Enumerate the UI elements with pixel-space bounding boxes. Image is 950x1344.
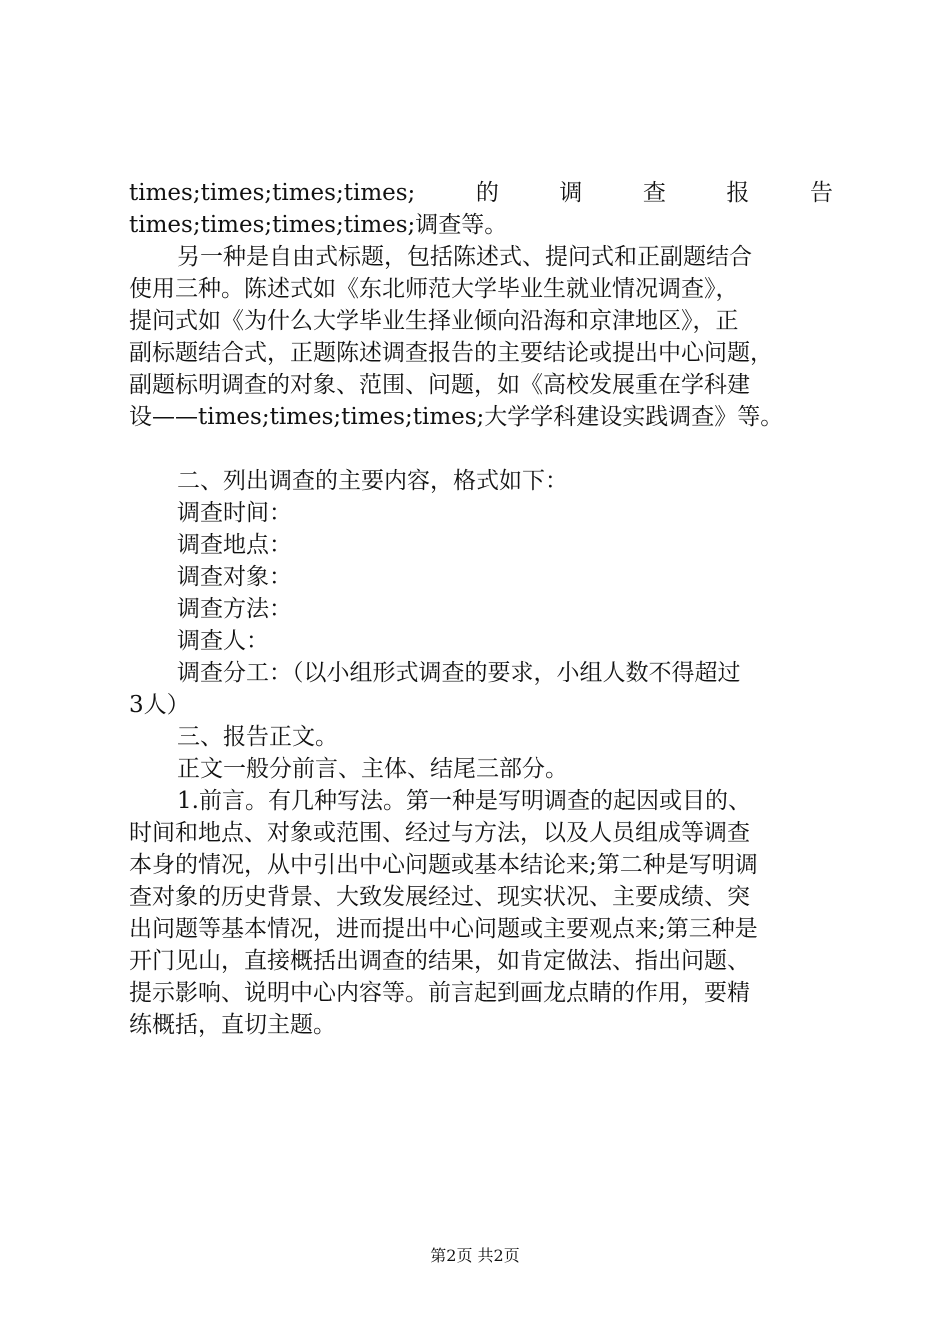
page-number-footer: 第2页 共2页 [430,1246,520,1265]
text-line-2: times;times;times;times;调查等。 [129,212,508,238]
text-line-8: 设——times;times;times;times;大学学科建设实践调查》等。 [129,404,784,430]
survey-time-label: 调查时间： [177,500,292,526]
division-of-work-label: 调查分工：（以小组形式调查的要求，小组人数不得超过 [177,660,741,686]
text-line-23: 出问题等基本情况，进而提出中心问题或主要观点来;第三种是 [129,916,758,942]
text-line-24: 开门见山，直接概括出调查的结果，如肯定做法、指出问题、 [129,948,750,974]
survey-subject-label: 调查对象： [177,564,292,590]
text-line-26: 练概括，直切主题。 [129,1012,336,1038]
text-line-19: 1.前言。有几种写法。第一种是写明调查的起因或目的、 [177,788,751,814]
text-line-3: 另一种是自由式标题，包括陈述式、提问式和正副题结合 [177,244,752,270]
text-line-21: 本身的情况，从中引出中心问题或基本结论来;第二种是写明调 [129,852,758,878]
line-1-part-5: 报 [726,180,750,206]
line-1-part-6: 告 [809,180,833,206]
text-line-4: 使用三种。陈述式如《东北师范大学毕业生就业情况调查》， [129,276,739,302]
survey-place-label: 调查地点： [177,532,292,558]
paragraph-gap [129,433,833,465]
surveyor-label: 调查人： [177,628,269,654]
document-body [129,177,833,1041]
text-line-6: 副标题结合式，正题陈述调查报告的主要结论或提出中心问题， [129,340,773,366]
text-line-25: 提示影响、说明中心内容等。前言起到画龙点睛的作用，要精 [129,980,750,1006]
text-line-16: 3人） [129,692,190,718]
section-heading-2: 二、列出调查的主要内容，格式如下： [177,468,568,494]
text-line-5: 提问式如《为什么大学毕业生择业倾向沿海和京津地区》，正 [129,308,739,334]
line-1-part-2: 的 [475,180,499,206]
line-1-part-1: times;times;times;times; [129,180,416,206]
text-line-7: 副题标明调查的对象、范围、问题，如《高校发展重在学科建 [129,372,750,398]
line-1-part-4: 查 [642,180,666,206]
text-line-1 [129,177,833,209]
text-line-20: 时间和地点、对象或范围、经过与方法，以及人员组成等调查 [129,820,750,846]
section-heading-3: 三、报告正文。 [177,724,338,750]
line-1-part-3: 调 [559,180,583,206]
text-line-18: 正文一般分前言、主体、结尾三部分。 [177,756,568,782]
survey-method-label: 调查方法： [177,596,292,622]
text-line-22: 查对象的历史背景、大致发展经过、现实状况、主要成绩、突 [129,884,750,910]
